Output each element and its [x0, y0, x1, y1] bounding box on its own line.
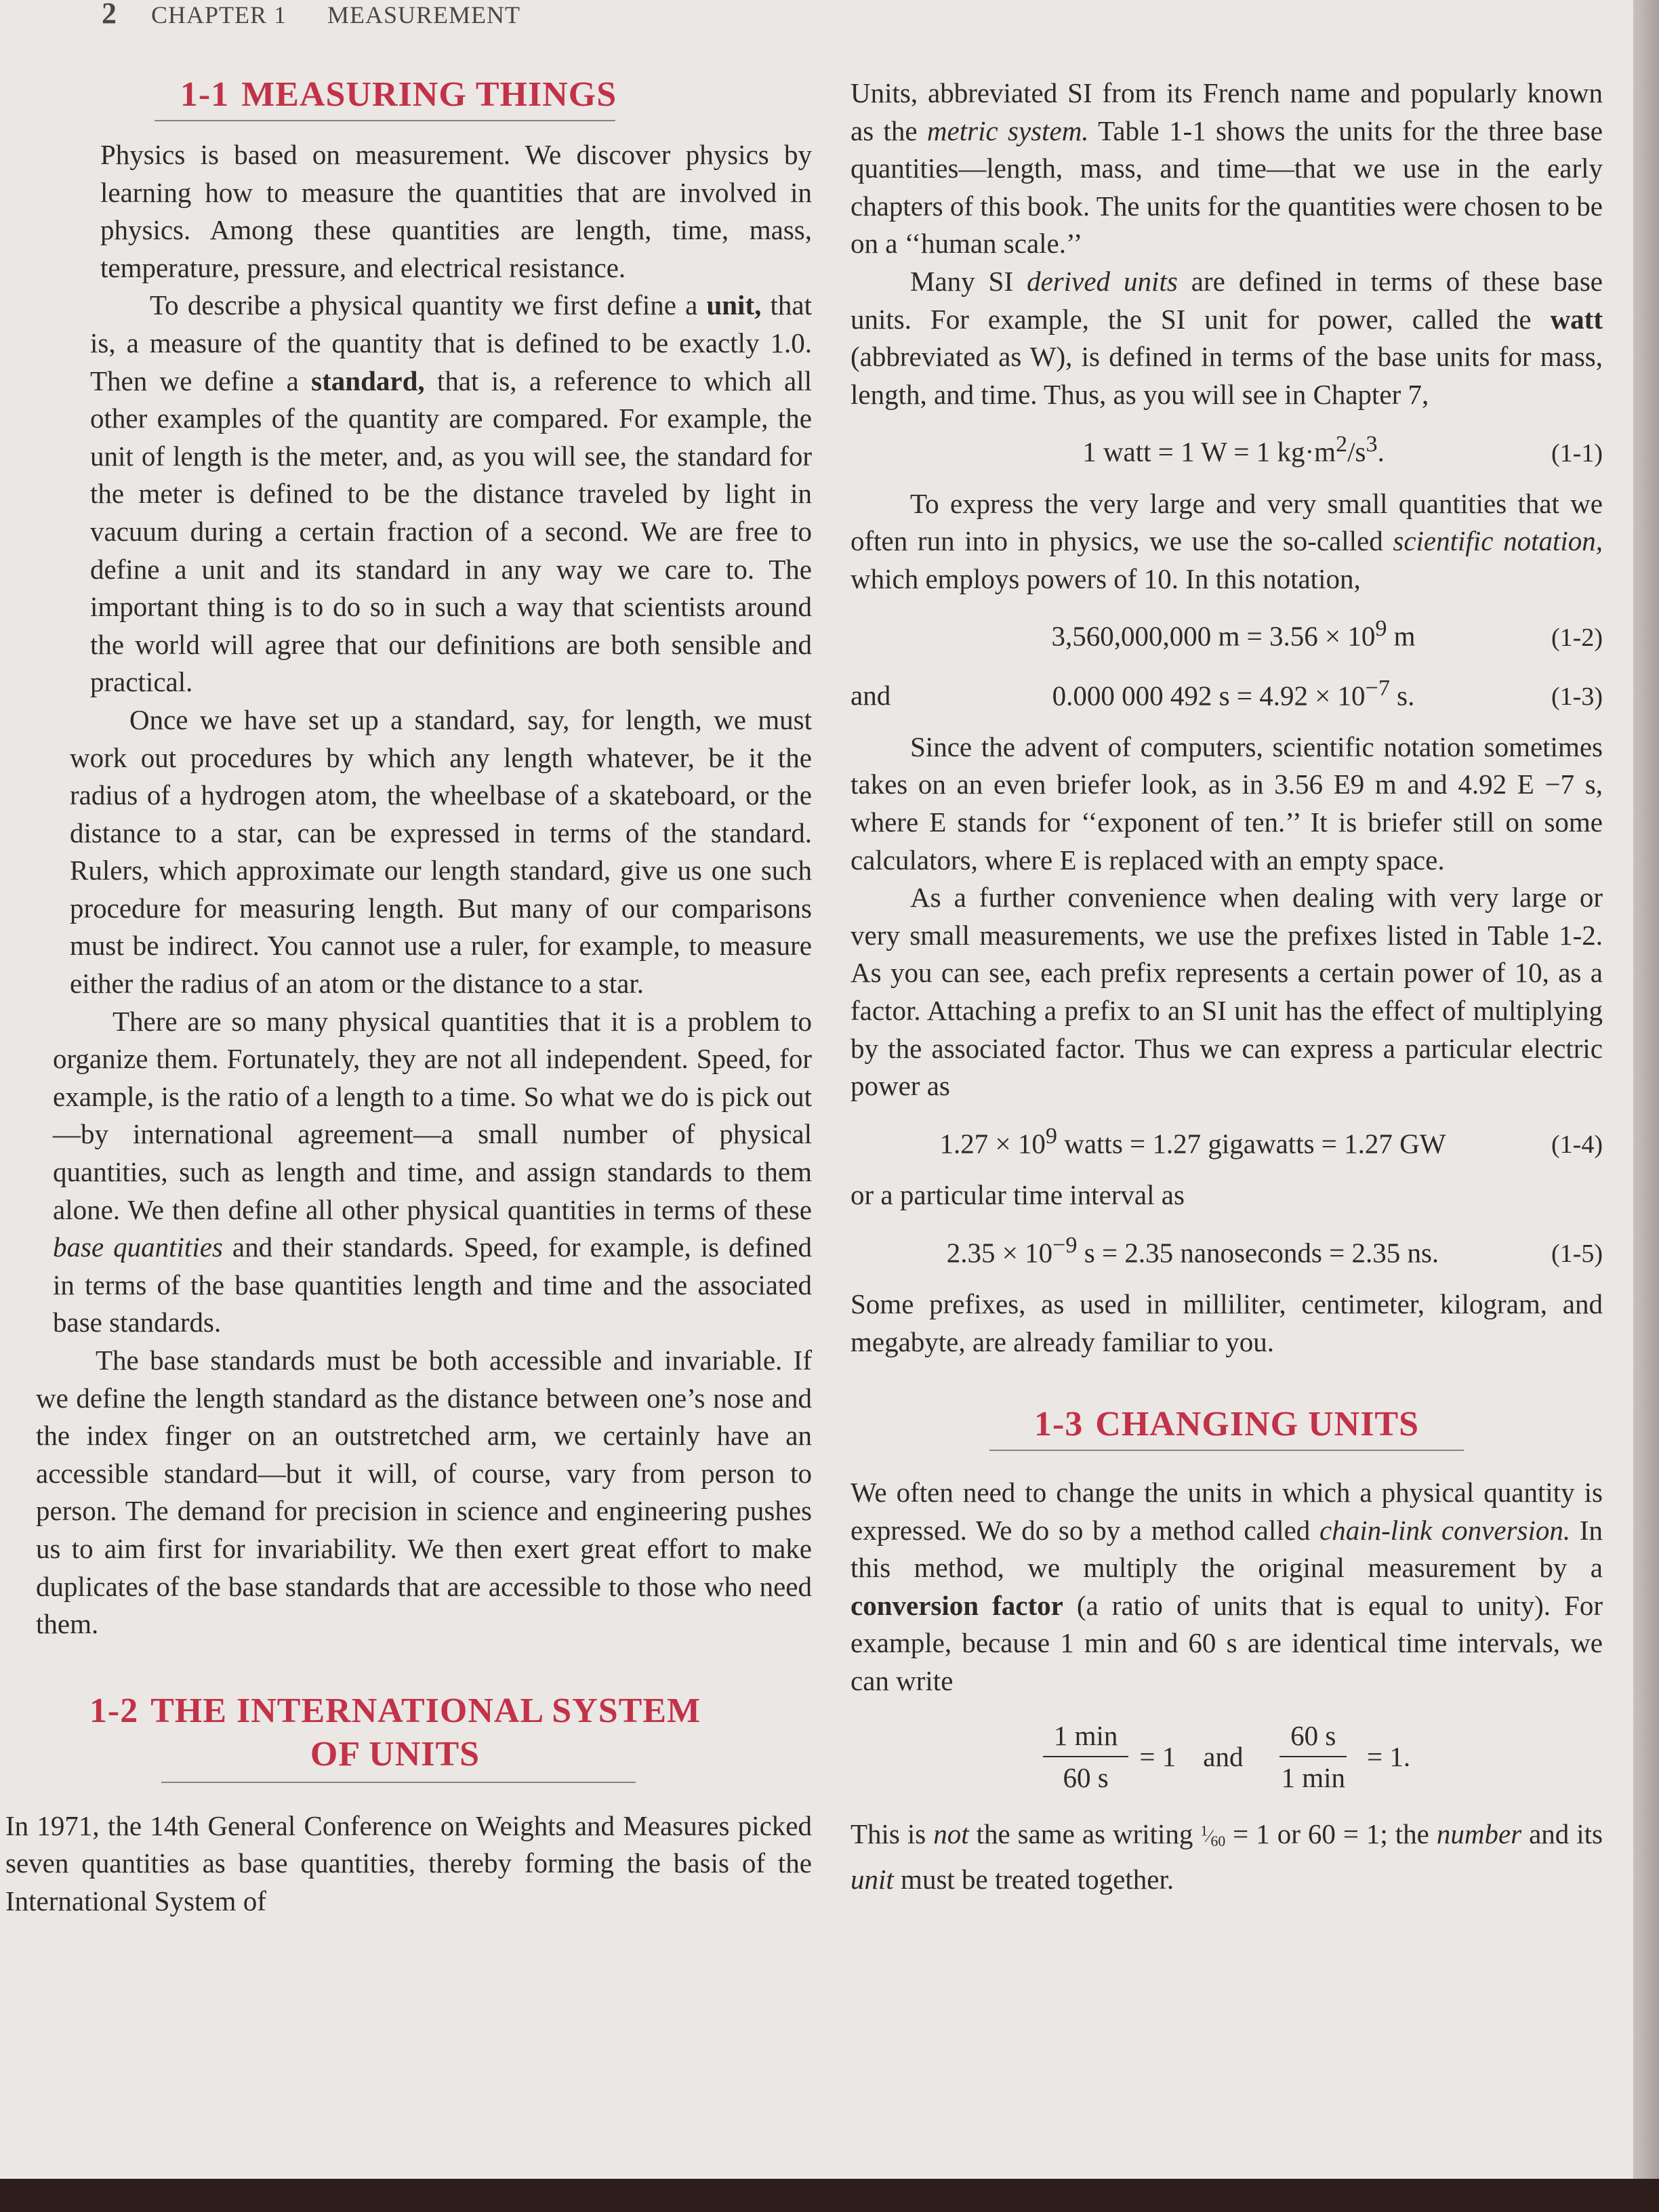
section-number: 1-1: [180, 75, 230, 114]
paragraph: Once we have set up a standard, say, for length, we must work out procedures by which any length whatever, be it the radius of a hydrogen atom, the wheelbase of a skateboard, or the distance to a star, can be expressed in terms of the standard. Rulers, which approximate our length standard, give us one such procedure for measuring length. But many of our comparisons must be indirect. You cannot use a ruler, for example, to measure either the radius of an atom or the distance to a star.: [70, 703, 812, 1000]
section-number: 1-2: [89, 1691, 139, 1730]
equation-body: 3,560,000,000 $m = 3.56 \times 10^9$ m: [1051, 616, 1416, 653]
paragraph: To describe a physical quantity we first define a unit, that is, a measure of the quantity that is defined to be exactly 1.0. Then we define a standard, that is, a reference to which all other examples of the quantity are compared. For example, the unit of length is the meter, and, as you will see, the standard for the meter is defined to be the distance traveled by light in vacuum during a certain fraction of a second. We are free to define a unit and its standard in any way we care to. The important thing is to do so in such a way that scientists around the world will agree that our definitions are both sensible and practical.: [90, 289, 813, 698]
section-rule: [155, 120, 615, 121]
equation-body: 1 watt = 1 W = 1 $kg\cdot m^2/s^3$.: [1082, 432, 1385, 468]
term-unit: unit,: [706, 289, 762, 321]
section-title-line2: OF UNITS: [310, 1734, 480, 1774]
term-metric-system: metric system.: [926, 115, 1089, 146]
conversion-fraction-equation: $\frac{1 \min}{60 s}$ = 1 and $\frac{60 s}{1 \min}$ = 1.: [851, 1719, 1603, 1794]
equation-1-2: [851, 610, 1603, 657]
paragraph: Some prefixes, as used in milliliter, centimeter, kilogram, and megabyte, are already familiar to you.: [851, 1288, 1603, 1357]
paragraph: or a particular time interval as: [851, 1179, 1185, 1211]
paragraph: We often need to change the units in which a physical quantity is expressed. We do so by a method called chain-link conversion. In this method, we multiply the original measurement by a conversion factor (a ratio of units that is equal to unity). For example, because 1 min and 60 s are identical time intervals, we can write: [851, 1477, 1603, 1697]
running-head: [102, 0, 520, 30]
term-conversion-factor: conversion factor: [851, 1589, 1063, 1621]
paragraph: As a further convenience when dealing with very large or very small measurements, we use the prefixes listed in Table 1-2. As you can see, each prefix represents a certain power of 10, as a factor. Attaching a prefix to an SI unit has the effect of multiplying by the associated factor. Thus we can express a particular electric power as: [851, 882, 1603, 1102]
section-heading-1-1: [19, 75, 812, 121]
page-number: 2: [102, 0, 117, 30]
paragraph: There are so many physical quantities that it is a problem to organize them. Fortunately, they are not all independent. Speed, for example, is the ratio of a length to a time. So what we do is pick out—by international agreement—a small number of physical quantities, such as length and time, and assign standards to them alone. We then define all other physical quantities in terms of these base quantities and their standards. Speed, for example, is defined in terms of the base quantities length and time and the associated base standards.: [53, 1005, 812, 1338]
paragraph: To express the very large and very small quantities that we often run into in physics, we use the so-called scientific notation, which employs powers of 10. In this notation,: [851, 487, 1603, 594]
right-column: [851, 75, 1603, 1899]
equation-body: 0.000 000 492 $s = 4.92 \times 10^{-7}$ s.: [1052, 675, 1415, 712]
table-surface: [0, 2179, 1659, 2212]
section-number: 1-3: [1033, 1405, 1084, 1444]
paragraph: In 1971, the 14th General Conference on Weights and Measures picked seven quantities as base quantities, thereby forming the basis of the International System of: [5, 1809, 812, 1917]
section-heading-1-3: [851, 1404, 1603, 1451]
paragraph: Since the advent of computers, scientific notation sometimes takes on an even briefer look, as in 3.56 E9 m and 4.92 E −7 s, where E stands for ‘‘exponent of ten.’’ It is briefer still on some calculators, where E is replaced with an empty space.: [851, 731, 1603, 876]
paragraph: This is not the same as writing $^1⁄_{60} = 1$ or 60 = 1; the number and its unit must be treated together.: [851, 1818, 1603, 1896]
section-title: THE INTERNATIONAL SYSTEM: [150, 1691, 701, 1730]
equation-number: (1-1): [1551, 439, 1603, 468]
equation-body: $1.27 \times 10^9$ watts = 1.27 gigawatts = 1.27 GW: [939, 1123, 1446, 1160]
term-derived-units: derived units: [1027, 265, 1178, 297]
section-heading-1-2: [19, 1689, 812, 1783]
equation-1-4: [851, 1118, 1603, 1164]
paragraph: Units, abbreviated SI from its French name and popularly known as the metric system. Table 1-1 shows the units for the three base quantities—length, mass, and time—that we use in the early chapters of this book. The units for the quantities were chosen to be on a ‘‘human scale.’’: [851, 77, 1603, 260]
chapter-title: MEASUREMENT: [327, 1, 521, 28]
paragraph: The base standards must be both accessible and invariable. If we define the length standard as the distance between one’s nose and the index finger on an outstretched arm, we certainly have an accessible standard—but it will, of course, vary from person to person. The demand for precision in science and engineering pushes us to aim first for invariability. We then exert great effort to make duplicates of the base standards that are accessible to those who need them.: [36, 1345, 812, 1640]
section-title: MEASURING THINGS: [241, 75, 617, 114]
section-rule: [989, 1450, 1464, 1451]
equation-number: (1-3): [1551, 682, 1603, 712]
chapter-label: CHAPTER 1: [151, 1, 287, 28]
term-chain-link: chain-link conversion.: [1319, 1514, 1571, 1546]
equation-1-1: [851, 426, 1603, 472]
inline-fraction: $^1⁄_{60}$: [1200, 1822, 1226, 1850]
equation-lead-word: and: [851, 680, 891, 712]
equation-number: (1-5): [1551, 1240, 1603, 1269]
equation-body: $2.35 \times 10^{-9}$ s = 2.35 nanoseconds = 2.35 ns.: [946, 1232, 1439, 1269]
term-standard: standard,: [311, 365, 425, 396]
equation-1-5: [851, 1227, 1603, 1273]
equation-1-3: [851, 670, 1603, 716]
page-edge: [1633, 0, 1659, 2212]
paragraph: Physics is based on measurement. We discover physics by learning how to measure the quantities that are involved in physics. Among these quantities are length, time, mass, temperature, pressure, and electrical resistance.: [100, 139, 812, 283]
section-rule: [161, 1782, 636, 1783]
fraction-s-over-min: $\frac{60 s}{1 \min}$: [1270, 1719, 1356, 1794]
term-scientific-notation: scientific notation,: [1393, 525, 1603, 557]
equation-number: (1-4): [1551, 1130, 1603, 1160]
section-title: CHANGING UNITS: [1095, 1405, 1420, 1444]
fraction-min-over-s: $\frac{1 \min}{60 s}$: [1043, 1719, 1129, 1794]
equation-number: (1-2): [1551, 623, 1603, 653]
term-base-quantities: base quantities: [53, 1231, 223, 1263]
left-column: [5, 75, 813, 1921]
term-watt: watt: [1550, 303, 1603, 335]
paragraph: Many SI derived units are defined in terms of these base units. For example, the SI unit for power, called the watt (abbreviated as W), is defined in terms of the base units for mass, length, and time. Thus, as you will see in Chapter 7,: [851, 265, 1603, 410]
